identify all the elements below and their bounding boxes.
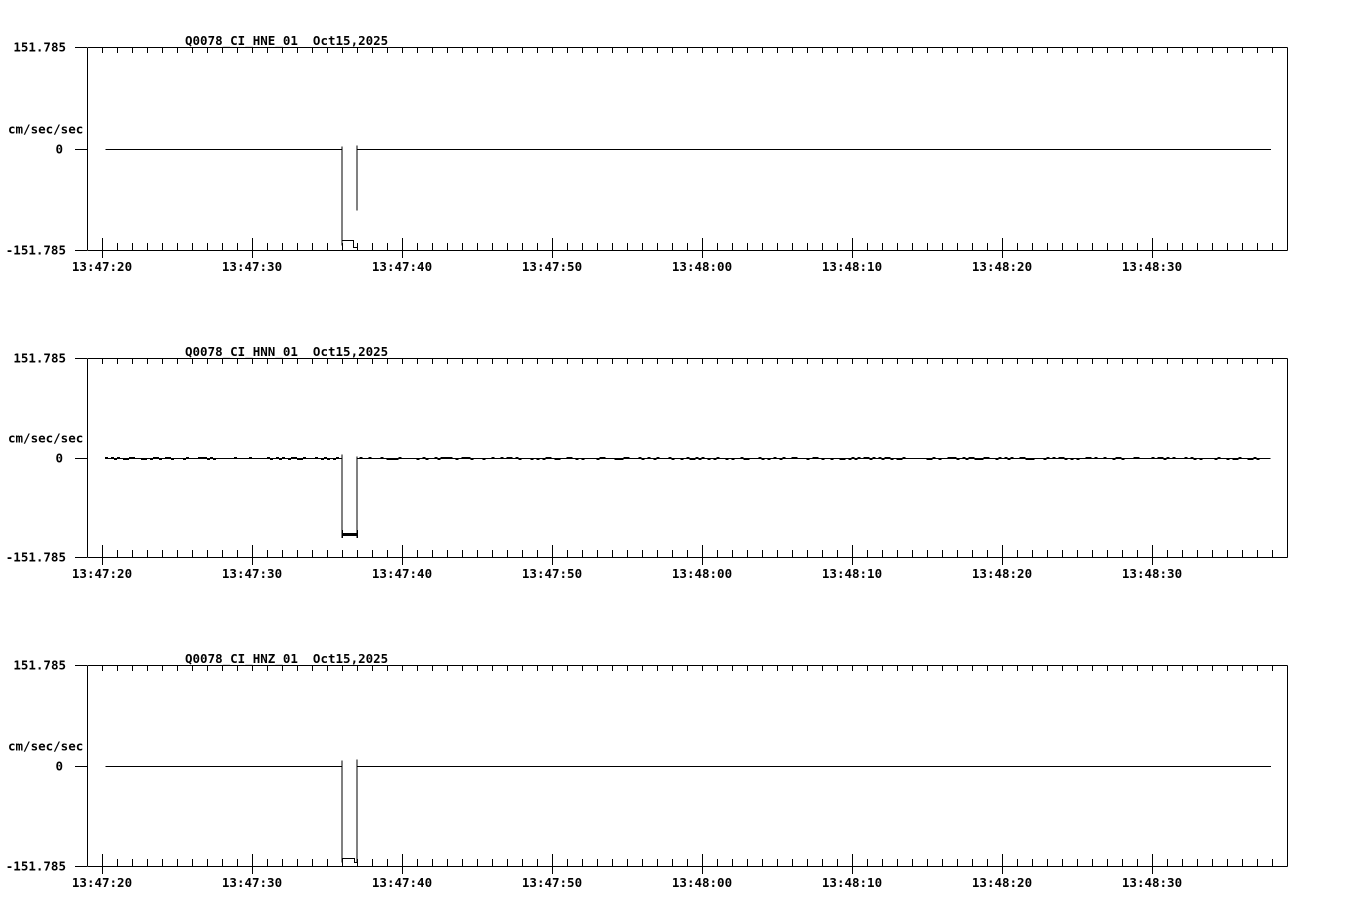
y-units-label: cm/sec/sec (8, 121, 84, 137)
x-tick-label: 13:47:50 (521, 566, 583, 581)
y-zero-label: 0 (55, 758, 63, 773)
x-tick-label: 13:48:30 (1121, 875, 1183, 890)
trace-post-event-baseline (357, 458, 1271, 460)
trace-clipped-floor (342, 859, 357, 863)
x-tick-label: 13:48:00 (671, 259, 733, 274)
x-tick-label: 13:47:20 (71, 566, 133, 581)
x-tick-label: 13:48:10 (821, 566, 883, 581)
x-tick-label: 13:48:20 (971, 566, 1033, 581)
y-min-label: -151.785 (5, 549, 66, 565)
x-tick-label: 13:48:00 (671, 875, 733, 890)
x-tick-label: 13:47:50 (521, 259, 583, 274)
x-tick-label: 13:48:20 (971, 259, 1033, 274)
x-tick-label: 13:47:30 (221, 566, 283, 581)
panel-title: Q0078_CI_HNZ_01 Oct15,2025 (185, 651, 389, 666)
y-zero-label: 0 (55, 141, 63, 156)
y-units-label: cm/sec/sec (8, 430, 84, 446)
y-units-label: cm/sec/sec (8, 738, 84, 754)
x-tick-label: 13:47:30 (221, 875, 283, 890)
y-min-label: -151.785 (5, 242, 66, 258)
x-tick-label: 13:48:10 (821, 875, 883, 890)
x-tick-label: 13:47:40 (371, 566, 433, 581)
x-tick-label: 13:47:20 (71, 875, 133, 890)
x-tick-label: 13:48:00 (671, 566, 733, 581)
x-tick-label: 13:48:30 (1121, 259, 1183, 274)
x-tick-label: 13:48:30 (1121, 566, 1183, 581)
trace-clipped-floor (342, 241, 357, 248)
y-max-label: 151.785 (13, 39, 66, 55)
x-tick-label: 13:48:20 (971, 875, 1033, 890)
x-tick-label: 13:47:40 (371, 259, 433, 274)
x-tick-label: 13:48:10 (821, 259, 883, 274)
x-tick-label: 13:47:50 (521, 875, 583, 890)
panel-title: Q0078_CI_HNN_01 Oct15,2025 (185, 344, 389, 359)
x-tick-label: 13:47:20 (71, 259, 133, 274)
y-max-label: 151.785 (13, 657, 66, 673)
y-min-label: -151.785 (5, 858, 66, 874)
y-max-label: 151.785 (13, 350, 66, 366)
panel-title: Q0078_CI_HNE_01 Oct15,2025 (185, 33, 389, 48)
x-tick-label: 13:47:40 (371, 875, 433, 890)
trace-pre-event-baseline (105, 458, 342, 460)
x-tick-label: 13:47:30 (221, 259, 283, 274)
y-zero-label: 0 (55, 450, 63, 465)
